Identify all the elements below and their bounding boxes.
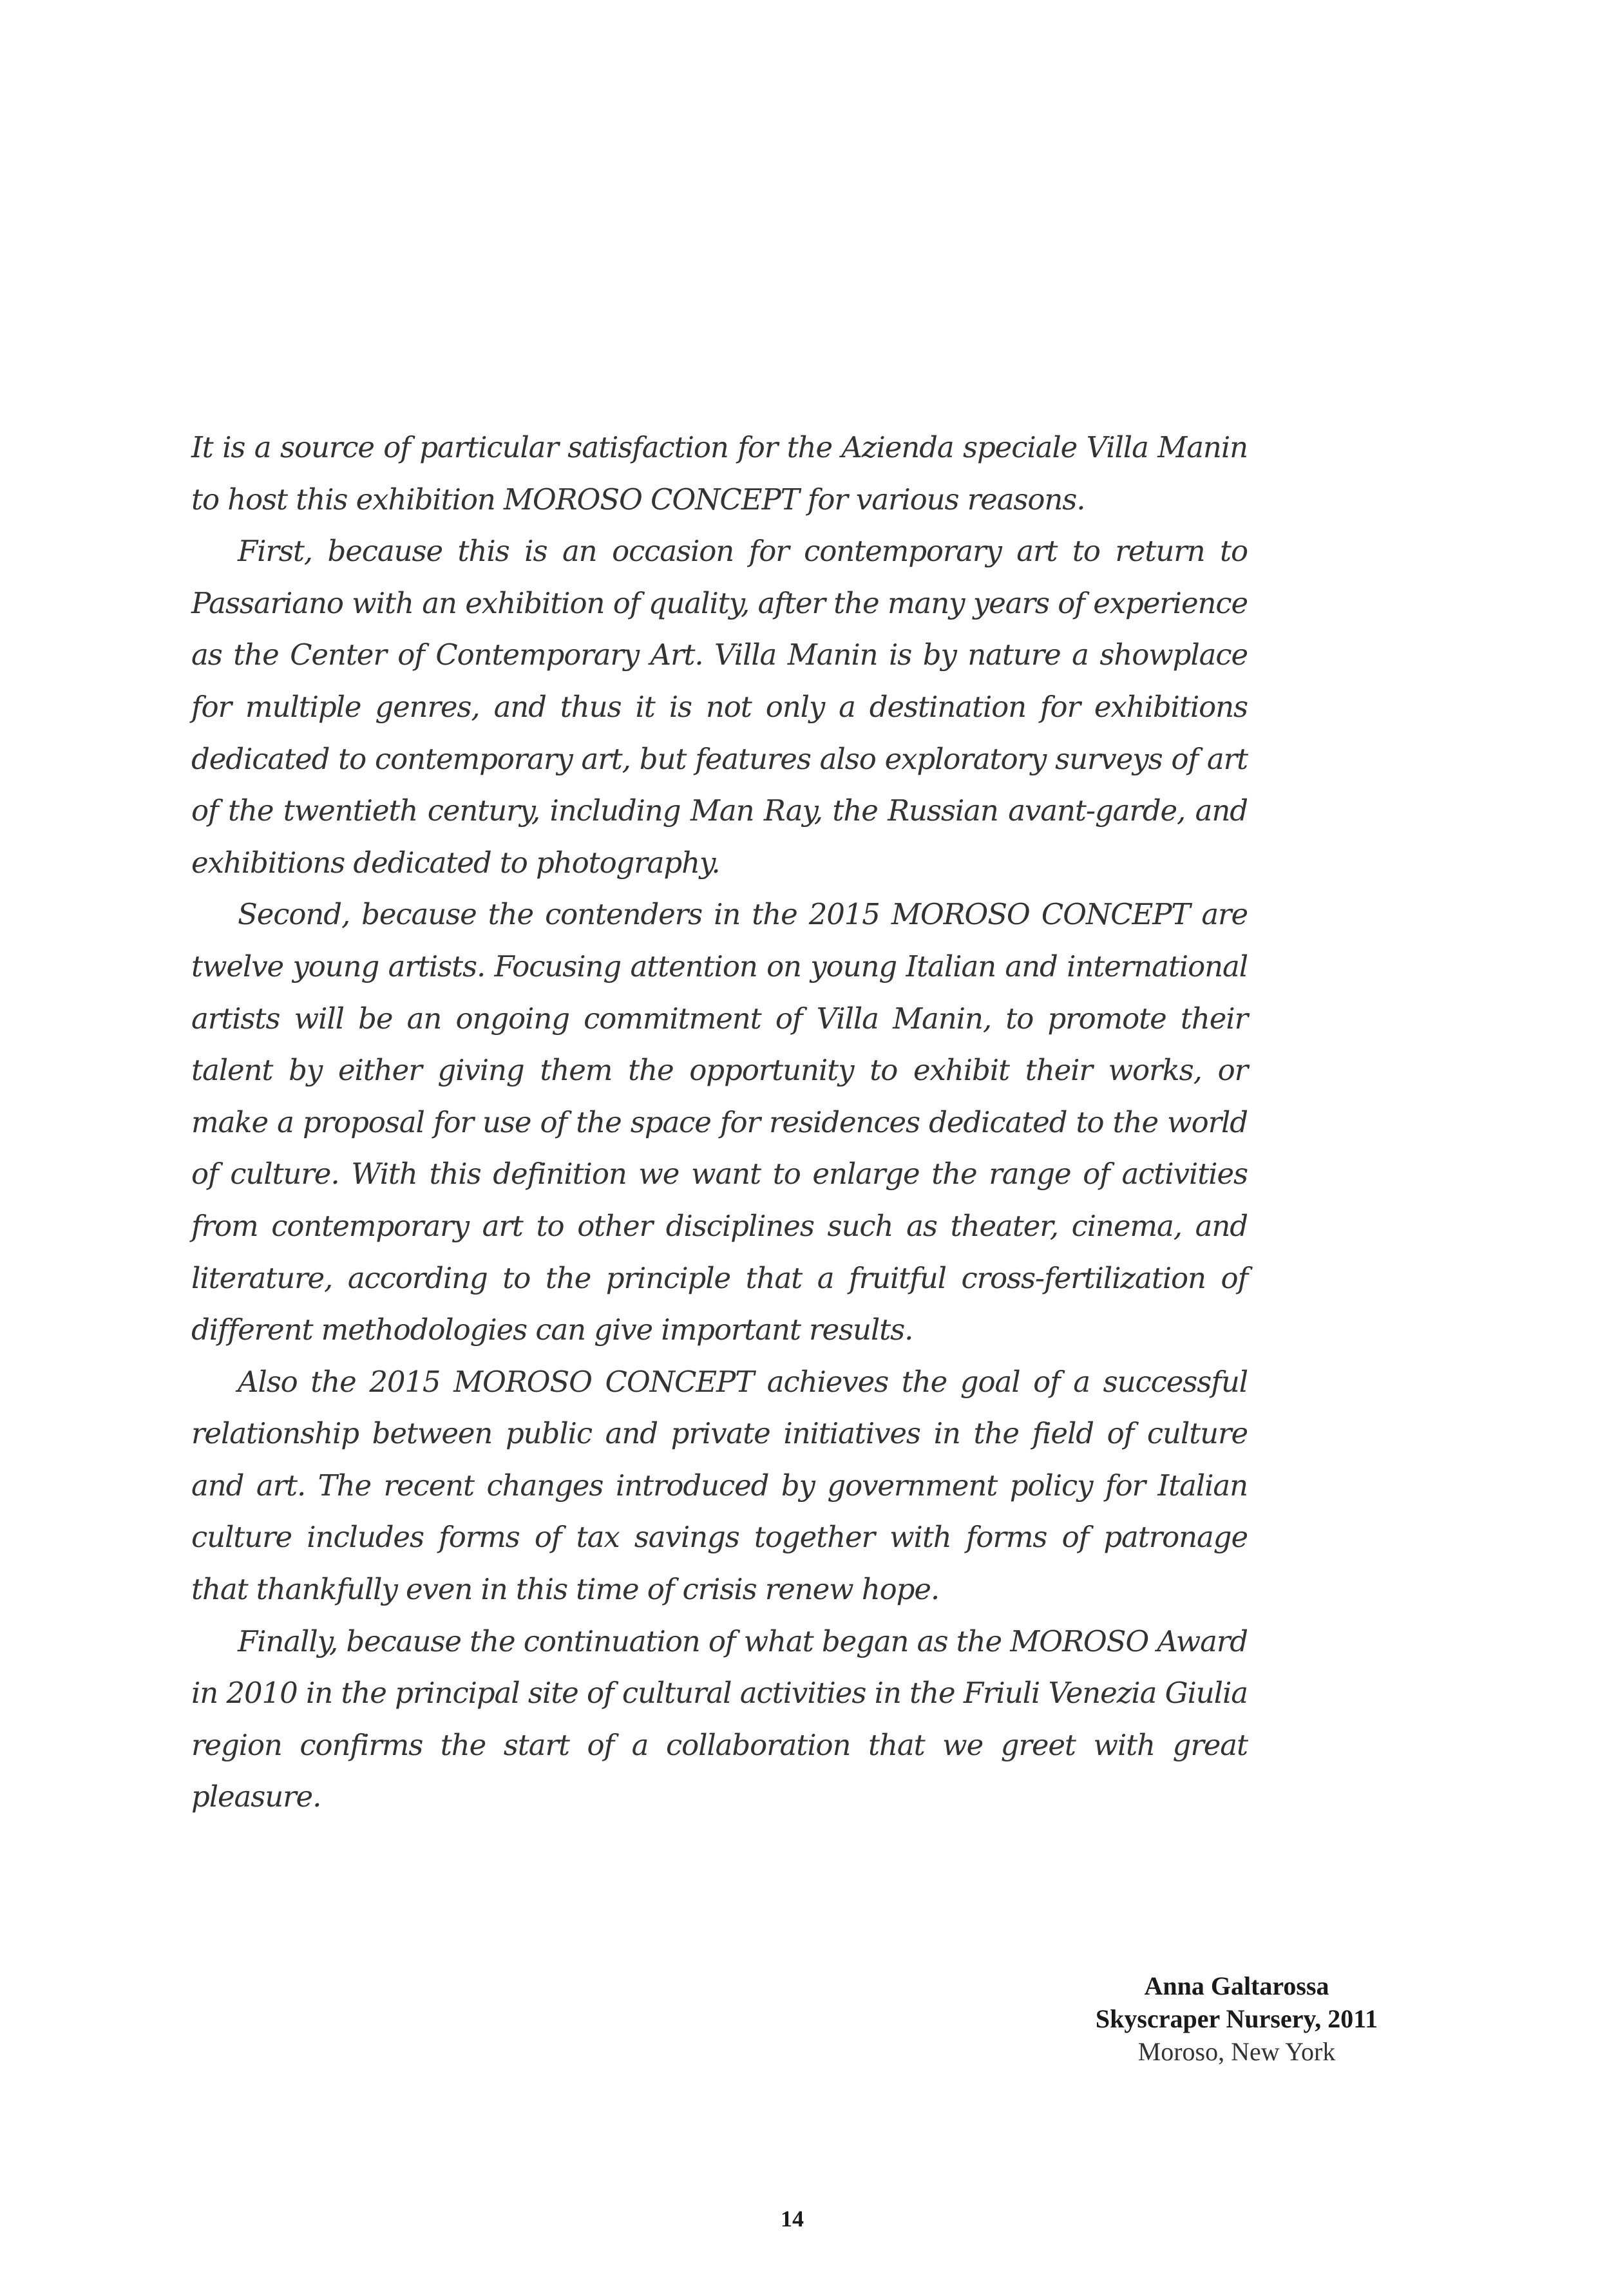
paragraph-intro: It is a source of particular satisfaction for the Azienda speciale Villa Manin to host this exhibition MOROSO CONCEPT for various reasons. bbox=[191, 430, 1248, 517]
paragraph-finally: Finally, because the continuation of what began as the MOROSO Award in 2010 in the principal site of cultural activities in the Friuli Venezia Giulia region confirms the start of a collaboration that we greet with great pleasure. bbox=[191, 1624, 1248, 1814]
paragraph-first: First, because this is an occasion for contemporary art to return to Passariano with an exhibition of quality, after the many years of experience as the Center of Contemporary Art. Villa Manin is by nature a showplace for multiple genres, and thus it is not only a destination for exhibitions dedicated to contemporary art, but features also exploratory surveys of art of the twentieth century, including Man Ray, the Russian avant-garde, and exhibitions dedicated to photography. bbox=[191, 534, 1248, 880]
caption-work-title: Skyscraper Nursery, 2011 bbox=[1095, 2004, 1378, 2033]
image-caption bbox=[1069, 1969, 1404, 2068]
caption-location: Moroso, New York bbox=[1137, 2037, 1336, 2066]
paragraph-second: Second, because the contenders in the 2015 MOROSO CONCEPT are twelve young artists. Focusing attention on young Italian and international artists will be an ongoing commitment of Villa Manin, to promote their talent by either giving them the opportunity to exhibit their works, or make a proposal for use of the space for residences dedicated to the world of culture. With this definition we want to enlarge the range of activities from contemporary art to other disciplines such as theater, cinema, and literature, according to the principle that a fruitful cross-fertilization of different methodologies can give important results. bbox=[191, 897, 1248, 1347]
page-number: 14 bbox=[781, 2206, 804, 2232]
paragraph-also: Also the 2015 MOROSO CONCEPT achieves the goal of a successful relationship between public and private initiatives in the field of culture and art. The recent changes introduced by government policy for Italian culture includes forms of tax savings together with forms of patronage that thankfully even in this time of crisis renew hope. bbox=[191, 1364, 1248, 1607]
caption-artist: Anna Galtarossa bbox=[1144, 1971, 1329, 2000]
body-text bbox=[191, 422, 1248, 1823]
